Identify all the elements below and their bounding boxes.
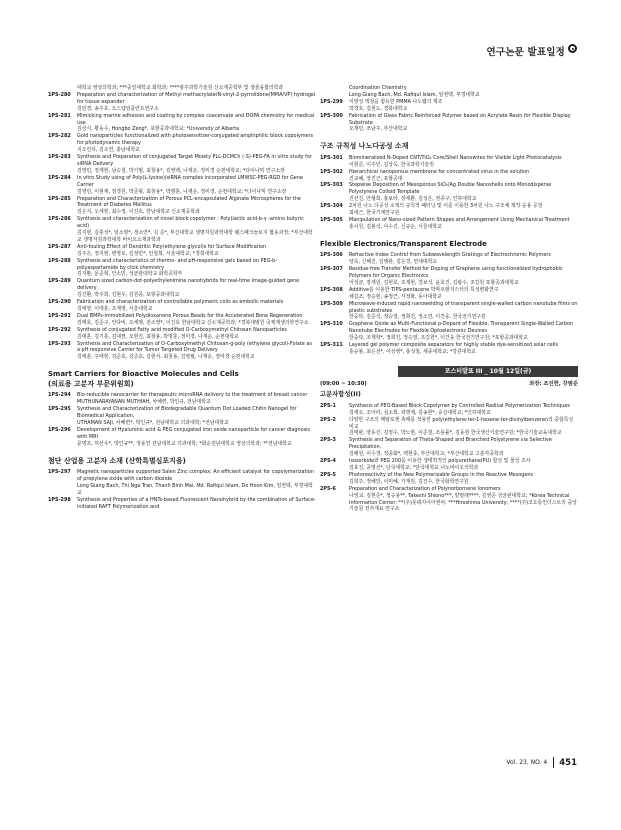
paper-body xyxy=(77,258,316,279)
paper-authors: 채길조, 정승현, 송정근, 서정화, 동아대학교 xyxy=(349,293,442,300)
page-number: 451 xyxy=(559,757,577,768)
paper-id: 1PS-299 xyxy=(320,98,343,105)
paper-id: 1PS-283 xyxy=(48,154,71,161)
paper-title: Quantum sized carbon-dot-polyethylenimine nanohybrids for real-time image-guided gene delivery xyxy=(77,278,300,292)
paper-title: 다양한 구조의 메탈로센 촉매를 적용한 poly(ethylene-ter-1-hexene-ter-divinylbenzene)의 중합특성 비교 xyxy=(349,416,574,430)
paper-title: Synthesis and Preparation of conjugated Target Moiety PLL-DCMCh (-S)-PEG-FA in vitro study for siRNA Delivery xyxy=(77,154,312,167)
right-continuation xyxy=(320,85,578,99)
paper-authors: 이성균, 장재원, 김현호, 조재현, 강보석, 윤효진, 김광수, 조길원 포항공과대학교 xyxy=(349,279,519,286)
paper-title: Synthesis and Characterization of Biodegradable Quantum Dot Loaded Chitin Nanogel for Biomedical Application, xyxy=(77,406,297,419)
paper-entry xyxy=(320,217,578,231)
paper-title: Stepwise Deposition of Mesoporous SiO₂/Ag Double Nanoshells onto Monodisperse Polystyrene Colloid Template xyxy=(349,182,552,196)
entry-list xyxy=(320,403,578,514)
paper-id: 1PS-286 xyxy=(48,216,71,223)
paper-id: 1PS-301 xyxy=(320,154,343,161)
paper-body xyxy=(349,252,578,266)
paper-entry xyxy=(320,321,578,342)
paper-title: Anti-fouling Effect of Dendritic Poly(ethylene glycol)s for Surface Modification xyxy=(77,243,267,250)
paper-entry xyxy=(48,278,316,299)
paper-entry xyxy=(48,216,316,244)
paper-entry xyxy=(48,327,316,341)
paper-authors: 김영민, 정재현, 남승철, 박기범, 최창용*, 김영백, 나재운, 정미경 순천대학교; *다이나믹 연구소장 xyxy=(77,167,285,174)
paper-entry xyxy=(48,469,316,497)
paper-entry xyxy=(48,175,316,196)
paper-entry xyxy=(320,417,578,438)
entry-list xyxy=(320,252,578,356)
paper-id: 1PS-297 xyxy=(48,469,71,475)
paper-entry xyxy=(48,299,316,313)
paper-authors: 김태훈, 구태현, 김준호, 김준호, 김현식, 최창용, 김영월, 나재운, 정미경 순천대학교 xyxy=(77,354,255,361)
paper-title: Mimicking marine adhesion and coating by complex coacervate and DOPA chemistry for medical use xyxy=(77,112,315,126)
session-chair: 좌장: 조진한, 강범준 xyxy=(529,380,578,387)
paper-entry xyxy=(320,458,578,472)
paper-entry xyxy=(320,203,578,217)
paper-title: Graphene Oxide as Multi-Functional p-Dopant of Flexible, Transparent Single-Walled Carbon Nanotube Electrodes for Flexible Optoelectronic Devices xyxy=(349,321,574,335)
paper-authors: 김태훈, 김기훈, 김대헌, 오현진, 최창용, 박명훈, 정미경, 나재운, 순천대학교 xyxy=(77,333,239,340)
paper-title: Synthesis of PEO-Based Block Copolymer by Controlled Radical Polymerization Techniques xyxy=(349,402,570,409)
continuation-line: Long Giang Bach, Md. Rafiqul Islam, 임권택, 부경대학교 xyxy=(349,91,480,98)
paper-entry xyxy=(48,92,316,113)
paper-entry xyxy=(48,406,316,427)
paper-authors: 김재오, 조아라, 심소희, 곽명제, 김송현*, 숭실대학교; *인하대학교 xyxy=(349,409,491,416)
paper-body xyxy=(77,216,316,244)
paper-authors: 나영교, 김현준*, 정승용**, Takeshi Shiono***, 양필래****, 김영준 성균관대학교; *Korea Technical Information Center; **(주)롯데지어이앤씨; ***Hiroshima University; ****(주)코오롱인더스트리 중앙기술원 전자재료 연구소 xyxy=(349,492,577,513)
paper-authors: 김주은, 정지현, 변영로, 김정민*, 안철희, 서울대학교; *경희대학교 xyxy=(77,250,219,257)
paper-authors: 홍사원, 김봉석, 이수진, 신규순, 서울대학교 xyxy=(349,223,442,230)
session-subheading: 고분자합성(II) xyxy=(320,390,361,398)
paper-authors: 박경호, 김현도, 경북대학교 xyxy=(349,105,408,112)
paper-id: 1PS-303 xyxy=(320,182,343,189)
left-continuation xyxy=(48,85,316,92)
paper-authors: 김해원, 이수경, 정종화*, 백현종, 부산대학교; *부산대학교 고분자공학과 xyxy=(349,451,504,458)
paper-entry xyxy=(48,196,316,217)
paper-entry xyxy=(320,99,578,113)
paper-body xyxy=(349,417,578,438)
paper-entry xyxy=(48,341,316,362)
page-footer xyxy=(506,757,577,768)
entry-list xyxy=(48,92,316,361)
paper-id: 1PS-282 xyxy=(48,133,71,140)
paper-entry xyxy=(320,437,578,458)
section-heading: Flexible Electronics/Transparent Electrode xyxy=(320,239,487,248)
paper-body xyxy=(349,458,578,472)
paper-entry xyxy=(320,472,578,486)
volume-info: Vol. 23, NO. 4 xyxy=(506,759,548,766)
paper-title: Synthesis and Separation of Theta-Shaped and Branched Polystyrene via Selective Precipitation, xyxy=(349,437,552,451)
paper-id: 1PS-281 xyxy=(48,112,71,119)
entry-list xyxy=(320,155,578,231)
paper-body xyxy=(77,175,316,196)
paper-entry xyxy=(320,342,578,356)
paper-title: Photoreactivity of the New Polymerizable Groups in the Reactive Mesogens xyxy=(349,471,533,478)
entry-list xyxy=(320,99,578,134)
paper-body xyxy=(77,278,316,299)
paper-authors: 지오린리, 김소연, 충남대학교 xyxy=(77,147,140,154)
paper-body xyxy=(349,403,578,417)
paper-title: Bio-reducible nanocarrier for therapeutic microRNA delivery to the treatment of breast cancer xyxy=(77,392,308,399)
paper-body xyxy=(349,486,578,514)
paper-authors: Long Giang Bach, Thi Nga Tran, Thanh Binh Mai, Md. Rafiqul Islam, Do Hoon Kim, 임권택, 부경대학교 xyxy=(77,482,313,496)
paper-authors: 홍순봉, 최은선*, 이상영*, 홍성철, 세종대학교; *강원대학교 xyxy=(349,349,476,355)
paper-body xyxy=(349,266,578,287)
paper-title: Synthesis of conjugated Fatty acid modified O-Carboxymethyl Chitosan Nanoparticles xyxy=(77,326,287,333)
paper-authors: 김희주, 정혜민, 이미혜, 가재원, 김진수, 한국화학연구원 xyxy=(349,478,469,485)
paper-authors: 김진환, 박주희, 김현우, 김원종, 포항공과대학교 xyxy=(77,292,180,299)
paper-body xyxy=(349,287,578,301)
paper-entry xyxy=(48,497,316,511)
paper-id: 1PS-305 xyxy=(320,217,343,223)
paper-entry xyxy=(48,313,316,327)
paper-title: Isosorbide와 PEG 200을 이용한 생태학적인 polyurethane(PU) 합성 및 물성 조사 xyxy=(349,458,531,465)
paper-authors: 김태호, 김준구, 안다비, 오세행, 전소영*, 이진호 한남대학교 신소재공학과; *경북대병원 국제재생의학연구소 xyxy=(77,319,309,326)
paper-body xyxy=(77,92,316,113)
paper-authors: 김영민, 이현재, 정경원, 박준형, 최창용*, 박명훈, 나재운, 정미경, 순천대학교; *다이나믹 연구소장 xyxy=(77,188,287,195)
paper-id: 1PS-295 xyxy=(48,406,71,413)
paper-entry xyxy=(48,154,316,175)
paper-body xyxy=(77,341,316,362)
paper-id: 2PS-2 xyxy=(320,416,336,423)
paper-id: 1PS-291 xyxy=(48,312,71,319)
paper-title: Preparation and Characterization of Polynorbornene Ionomers xyxy=(349,485,501,492)
paper-entry xyxy=(48,244,316,258)
paper-entry xyxy=(320,169,578,183)
footer-divider xyxy=(553,757,554,768)
section-heading: Smart Carriers for Bioactive Molecules and Cells xyxy=(48,370,239,379)
session-info xyxy=(320,381,578,388)
paper-id: 2PS-6 xyxy=(320,485,336,492)
paper-authors: UTHAMAN SAJI, 차혜련*, 박인규*, 전남대학교 의과대학; *전남대학교 xyxy=(77,419,229,426)
paper-id: 1PS-285 xyxy=(48,195,71,202)
paper-authors: 오재민, 조남주, 부산대학교 xyxy=(349,126,408,133)
paper-authors: 김지현, 김충성*, 임소령*, 정소연*, 김 준*, 부산대학교 생명자원과학대학 웰스페크놀로지 협동과정; *부산대학교 생명자원과학대학 바이오소재과학과 xyxy=(77,230,313,243)
paper-id: 1PS-300 xyxy=(320,112,343,119)
paper-authors: 최대근, 한국기계연구원 xyxy=(349,210,400,217)
paper-id: 1PS-288 xyxy=(48,257,71,264)
paper-title: Manipulation of Nano-sized Pattern Shapes and Arrangement Using Mechanical Treatment xyxy=(349,217,570,223)
session-time: (09:00 ~ 10:30) xyxy=(320,380,367,387)
paper-entry xyxy=(320,287,578,301)
paper-body xyxy=(349,155,578,169)
paper-entry xyxy=(48,133,316,154)
paper-body xyxy=(77,313,316,327)
paper-title: Preparation and characterization of Methyl methacrylate/N-vinyl-2-pyrrolidone(MMA/VP) hydrogel for tissue expander xyxy=(77,91,316,105)
paper-id: 1PS-294 xyxy=(48,392,71,399)
paper-authors: 김효진, 공명선*, 단국대학교; *단국대학교 나노바이오의학과 xyxy=(349,464,479,471)
paper-id: 1PS-311 xyxy=(320,342,343,349)
entry-list xyxy=(48,469,316,510)
paper-body xyxy=(349,113,578,134)
paper-id: 1PS-302 xyxy=(320,168,343,175)
paper-title: Residue-free Transfer Method for Doping of Graphene using functionalized hydrophobic Polymers for Organic Electronics xyxy=(349,266,563,280)
paper-body xyxy=(77,133,316,154)
continuation-line: 대학교 영상의학과; ***중앙대학교 화학과; ****광주과학기술원 신소재공학부 및 생물융합의학과 xyxy=(77,85,284,91)
section-subheading: (의료용 고분자 부문위원회) xyxy=(48,379,134,388)
paper-id: 1PS-298 xyxy=(48,496,71,503)
paper-body xyxy=(349,301,578,322)
paper-authors: 김지환, 문준혁, 안소민, 성균관대학교 화학공학부 xyxy=(77,271,183,278)
paper-id: 1PS-292 xyxy=(48,326,71,333)
paper-authors: 진선진, 안형희, 홍보라, 장세환, 김성은, 권종구, 인하대학교 xyxy=(349,196,477,203)
paper-body xyxy=(349,342,578,356)
paper-body xyxy=(77,113,316,134)
paper-authors: MUTHUNARAYANAN MUTHIAH, 차혜련, 박인규, 전남대학교 xyxy=(77,399,211,406)
paper-title: Development of Hyaluronic acid & PEG conjugated iron oxide nanoparticle for cancer diagnosis with MRI xyxy=(77,426,311,440)
paper-title: Microwave-induced rapid nanowelding of transparent single-walled carbon nanotube films on plastic substrates xyxy=(349,300,578,314)
paper-body xyxy=(349,99,578,113)
paper-id: 1PS-290 xyxy=(48,299,71,306)
paper-title: Fabrication and characterization of controllable polymeric coils as embolic materials xyxy=(77,299,284,306)
session-banner: 포스터발표 III _ 10월 12일(금) xyxy=(398,366,578,377)
paper-body xyxy=(77,299,316,313)
section-bullet-icon xyxy=(568,44,577,53)
paper-title: Magnetic nanoparticles supported Salen Zinc complex: An efficient catalyst for copolymerization of propylene oxide with carbon dioxide xyxy=(77,469,314,482)
paper-body xyxy=(349,203,578,217)
paper-body xyxy=(77,392,316,406)
paper-id: 1PS-287 xyxy=(48,243,71,250)
paper-entry xyxy=(48,258,316,279)
paper-body xyxy=(349,437,578,458)
section-heading: 첨단 산업용 고분자 소재 (산학특별심포지움) xyxy=(48,456,186,465)
paper-authors: 한중탁, 김준석, 정승열, 정희진, 정소연, 이건웅, 한국전기연구원 xyxy=(349,314,486,321)
paper-entry xyxy=(48,113,316,134)
left-column xyxy=(48,85,316,510)
paper-title: 2차원 나노 다공성 소재의 규칙적 패터닝 및 이를 이용한 3차원 나노 구조체 제작 응용 공정 xyxy=(349,203,543,210)
paper-body xyxy=(349,217,578,231)
paper-id: 2PS-5 xyxy=(320,471,336,478)
paper-body xyxy=(77,244,316,258)
paper-entry xyxy=(320,403,578,417)
right-column xyxy=(320,85,578,513)
paper-entry xyxy=(48,392,316,406)
paper-id: 1PS-310 xyxy=(320,321,343,328)
paper-title: Synthesis and Characterization of O-Carboxylmethyl Chitosan-g-poly (ethylene glycol)-Folate as a pH responsive Carrier for Tumor Targeted Drug Delivery xyxy=(77,340,312,354)
paper-body xyxy=(77,406,316,427)
paper-body xyxy=(77,469,316,497)
paper-body xyxy=(349,169,578,183)
paper-authors: 문명조, 허선우*, 박인규**, 정용연 전남대학교 의과대학; *화순전남대학교 영상의학과; **전남대학교 xyxy=(77,440,292,447)
paper-body xyxy=(349,321,578,342)
session-banner-row xyxy=(320,366,578,378)
paper-body xyxy=(77,427,316,448)
paper-body xyxy=(77,327,316,341)
paper-authors: 김태완, 양동진, 김정수, 박노현, 이준철, 조용률*, 김동현 한국생산기술연구원; *한국기술교육대학교 xyxy=(349,430,562,437)
paper-authors: 김은지, 오세현, 최수정, 이진호, 한남대학교 신소재공학과 xyxy=(77,209,200,216)
paper-authors: 양욱, 신혜진, 김병관, 김은경, 연세대학교 xyxy=(349,259,438,266)
paper-body xyxy=(349,182,578,203)
paper-authors: 이현준, 이주민, 김상욱, 한국과학기술원 xyxy=(349,161,434,168)
paper-title: In vitro Study using of Poly(L-lysine)/siRNA complex incorporated LMWSC-PEG-RGD for Gene Carrier xyxy=(77,174,303,188)
paper-entry xyxy=(48,427,316,448)
paper-id: 1PS-289 xyxy=(48,278,71,285)
paper-body xyxy=(77,196,316,217)
paper-id: 1PS-284 xyxy=(48,174,71,181)
paper-title: Synthesis and characteristics of thermo- and pH-responsive gels based on PEG-b-polyaspartamide by click chemistry xyxy=(77,257,277,271)
paper-title: Biomineralized N-Doped CNT/TiO₂ Core/Shell Nanowires for Visible Light Photocatalysis xyxy=(349,154,562,161)
paper-title: Refractive Index Control from Subwavelength Gratings of Electrochromic Polymers xyxy=(349,252,551,259)
paper-title: Layered gel polymer composite separators for highly stable dye-sensitized solar cells xyxy=(349,342,559,349)
header-title: 연구논문 발표일정 xyxy=(486,47,565,58)
paper-title: Additive를 이용한 TIPS-pentacene 박막트랜지스터의 특성변화연구 xyxy=(349,286,499,293)
paper-entry xyxy=(320,155,578,169)
paper-authors: 진교혜, 장진근, 포항공대 xyxy=(349,175,403,182)
paper-title: Preparation and Characterization of Porous PCL-encapsulated Alginate Microspheres for the Treatment of Diabetes Mellitus xyxy=(77,195,301,209)
paper-title: Synthesis and Properties of a HNTs-based Fluorescent Nanohybrid by the combination of Surface-initiated RAFT Polymerization and xyxy=(77,496,316,510)
paper-authors: 한중탁, 조재학*, 정희진, 정승열, 조길원*, 이건웅 한국전기연구원; *포항공과대학교 xyxy=(349,335,528,342)
paper-id: 1PS-293 xyxy=(48,340,71,347)
paper-body xyxy=(77,154,316,175)
paper-entry xyxy=(320,486,578,514)
paper-authors: 김민경, 송주호, 오스템임플란트연구소 xyxy=(77,105,159,112)
continuation-line: Coordination Chemistry xyxy=(349,85,407,91)
paper-id: 1PS-306 xyxy=(320,252,343,259)
paper-entry xyxy=(320,266,578,287)
paper-title: Synthesis and characterization of novel block copolymer ; Poly(lactic acid-b-γ -amino butyric acid) xyxy=(77,216,304,230)
paper-title: Gold nanoparticles functionalized with photosensitizer-conjugated amphiphilic block copolymers for photodynamic therapy xyxy=(77,133,314,147)
paper-title: Hierarchical nanoporous membrane for concentrated virus in the solution xyxy=(349,168,530,175)
paper-id: 1PS-296 xyxy=(48,426,71,433)
paper-title: Dual BMPs-immobilized Polydioxanone Porous Beads for the Accelerated Bone Regeneration xyxy=(77,312,303,319)
entry-list xyxy=(48,392,316,447)
paper-body xyxy=(349,472,578,486)
paper-id: 2PS-4 xyxy=(320,458,336,465)
paper-id: 1PS-309 xyxy=(320,300,343,307)
paper-id: 2PS-3 xyxy=(320,437,336,444)
paper-entry xyxy=(320,252,578,266)
paper-id: 1PS-280 xyxy=(48,91,71,98)
paper-title: 이방성 액정을 함유한 PMMA 나노웹의 제조 xyxy=(349,98,443,105)
paper-authors: 김상식, 황동수, Hongbo Zeng*, 포항공과대학교; *University of Alberta xyxy=(77,126,240,133)
section-heading: 구조 규칙성 나노다공성 소재 xyxy=(320,142,409,151)
paper-body xyxy=(77,497,316,511)
paper-entry xyxy=(320,113,578,134)
paper-title: Fabrication of Glass Fabric Reinforced Polymer based on Acrylate Resin for Flexible Display Substrate xyxy=(349,112,571,126)
paper-id: 1PS-304 xyxy=(320,203,343,210)
paper-entry xyxy=(320,301,578,322)
paper-entry xyxy=(320,182,578,203)
paper-id: 2PS-1 xyxy=(320,402,336,409)
paper-authors: 김태양, 이태훈, 조재영, 서울대학교 xyxy=(77,306,153,312)
paper-id: 1PS-308 xyxy=(320,286,343,293)
paper-id: 1PS-307 xyxy=(320,266,343,273)
